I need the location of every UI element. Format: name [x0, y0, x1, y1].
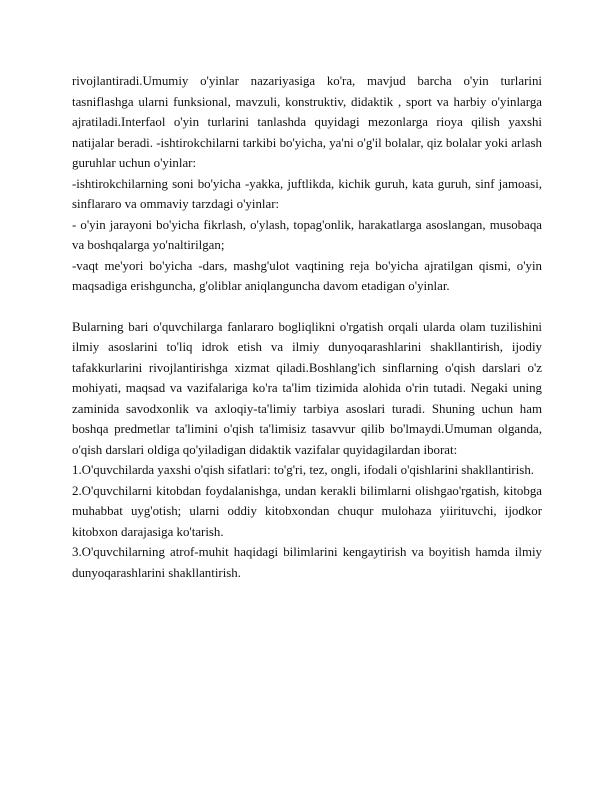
document-page: [72, 71, 542, 583]
paragraph-spacer: [72, 297, 542, 317]
paragraph-time-norm: -vaqt me'yori bo'yicha -dars, mashg'ulot vaqtining reja bo'yicha ajratilgan qismi, o'yin maqsadiga erishguncha, g'oliblar aniqlanguncha davom etadigan o'yinlar.: [72, 258, 542, 293]
list-item-environment-knowledge: 3.O'quvchilarning atrof-muhit haqidagi bilimlarini kengaytirish va boyitish hamda ilmiy dunyoqarashlarini shakllantirish.: [72, 545, 542, 580]
paragraph-interdisciplinary: Bularning bari o'quvchilarga fanlararo bogliqlikni o'rgatish orqali ularda olam tuzilishini ilmiy asoslarini to'liq idrok etish va ilmiy dunyoqarashlarini shakllantirish, ijodiy tafakkurlarini rivojlantirishga xizmat qiladi.Boshlang'ich sinflarning o'qish darslari o'z mohiyati, maqsad va vazifalariga ko'ra ta'lim tizimida alohida o'rin tutadi. Negaki uning zaminida savodxonlik va axloqiy-ta'limiy tarbiya asoslari turadi. Shuning uchun ham boshqa predmetlar ta'limini o'qish ta'limisiz tasavvur qilib bo'lmaydi.Umuman olganda, o'qish darslari oldiga qo'yiladigan didaktik vazifalar quyidagilardan iborat:: [72, 319, 542, 457]
list-item-reading-qualities: 1.O'quvchilarda yaxshi o'qish sifatlari: to'g'ri, tez, ongli, ifodali o'qishlarini shakllantirish.: [72, 463, 534, 477]
paragraph-game-classification: rivojlantiradi.Umumiy o'yinlar nazariyasiga ko'ra, mavjud barcha o'yin turlarini tasniflashga ularni funksional, mavzuli, konstruktiv, didaktik , sport va harbiy o'yinlarga ajratiladi.Interfaol o'yin turlarini tanlashda quyidagi mezonlarga rioya qilish yaxshi natijalar beradi. -ishtirokchilarni tarkibi bo'yicha, ya'ni o'g'il bolalar, qiz bolalar yoki arlash guruhlar uchun o'yinlar:: [72, 74, 542, 170]
paragraph-game-process: - o'yin jarayoni bo'yicha fikrlash, o'ylash, topag'onlik, harakatlarga asoslangan, musobaqa va boshqalarga yo'naltirilgan;: [72, 217, 542, 252]
paragraph-participant-count: -ishtirokchilarning soni bo'yicha -yakka, juftlikda, kichik guruh, kata guruh, sinf jamoasi, sinflararo va ommaviy tarzdagi o'yinlar:: [72, 176, 542, 211]
list-item-book-usage: 2.O'quvchilarni kitobdan foydalanishga, undan kerakli bilimlarni olishgao'rgatish, kitobga muhabbat uyg'otish; ularni oddiy kitobxondan chuqur mulohaza yiirituvchi, ijodkor kitobxon darajasiga ko'tarish.: [72, 483, 542, 539]
